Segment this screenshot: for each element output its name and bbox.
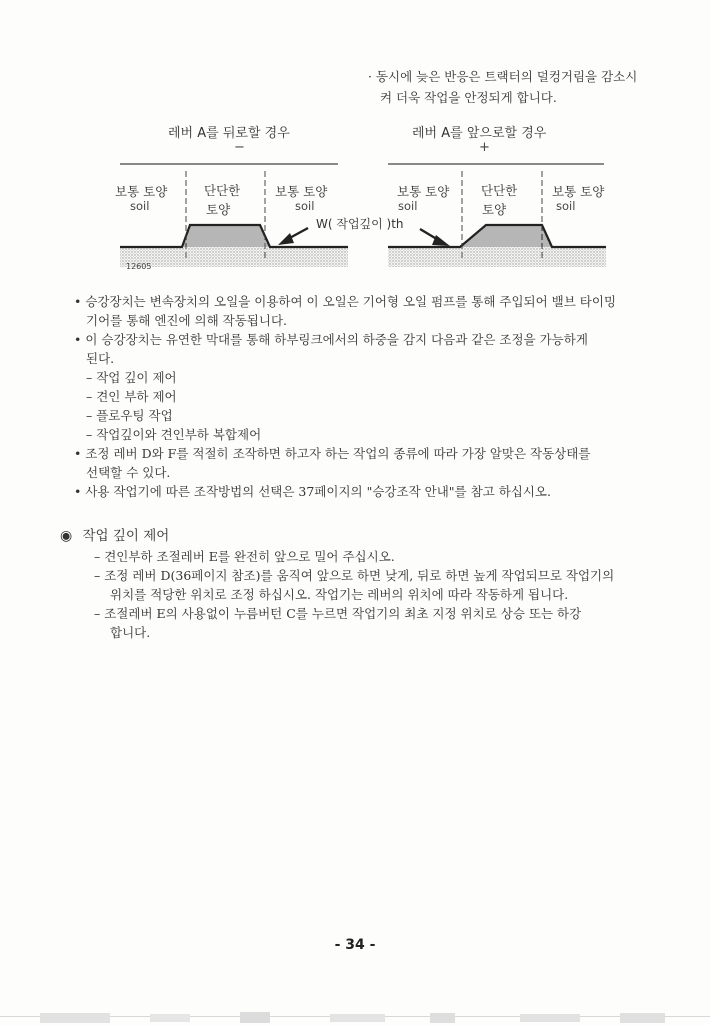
intro-note [368,66,637,108]
right-soil-en-b: soil [556,199,576,213]
left-soil-en-a: soil [130,199,150,213]
bullet-1-line-1: • 승강장치는 변속장치의 오일을 이용하여 이 오일은 기어형 오일 펌프를 통해 주입되어 밸브 타이밍 [74,294,617,309]
right-soil-en-a: soil [398,199,418,213]
section-item-3-line-1: – 조절레버 E의 사용없이 누름버턴 C를 누르면 작업기의 최초 지정 위치로 상승 또는 하강 [94,606,582,621]
intro-line-2: 켜 더욱 작업을 안정되게 합니다. [380,90,557,105]
scan-artifact-strip [0,1010,710,1025]
bullet-2-line-1: • 이 승강장치는 유연한 막대를 통해 하부링크에서의 하중을 감지 다음과 같은 조정을 가능하게 [74,332,588,347]
section-marker-icon: ◉ [60,528,73,544]
left-normal-soil-label-b: 보통 토양 [275,184,328,199]
figure-left-title: 레버 A를 뒤로할 경우 [168,126,290,141]
bullet-1-line-2: 기어를 통해 엔진에 의해 작동됩니다. [86,313,287,328]
right-normal-soil-label-a: 보통 토양 [397,184,450,199]
figure-right-title: 레버 A를 앞으로할 경우 [412,126,547,141]
bullet-2-sub-2: – 견인 부하 제어 [86,389,177,404]
right-firm-label: 단단한 [481,183,518,198]
figure-right-sign: + [479,140,490,155]
right-normal-soil-label-b: 보통 토양 [552,184,605,199]
section-item-2-line-1: – 조정 레버 D(36페이지 참조)를 움직여 앞으로 하면 낮게, 뒤로 하면 높게 작업되므로 작업기의 [94,568,615,583]
right-firm-label-2: 토양 [482,202,507,217]
left-normal-soil-label-a: 보통 토양 [115,184,168,199]
section-body [94,547,684,642]
page-number: - 34 - [334,937,376,953]
left-firm-label-2: 토양 [206,202,231,217]
section-item-3-line-2: 합니다. [110,625,151,640]
bullet-3-line-1: • 조정 레버 D와 F를 적절히 조작하면 하고자 하는 작업의 종류에 따라 가장 알맞은 작동상태를 [74,446,591,461]
intro-line-1: · 동시에 늦은 반응은 트랙터의 덜컹거림을 감소시 [368,69,638,84]
bullet-2-sub-3: – 플로우팅 작업 [86,408,173,423]
section-item-2-line-2: 위치를 적당한 위치로 조정 하십시오. 작업기는 레버의 위치에 따라 작동하게 됩니다. [110,587,569,602]
bullet-list [74,292,674,501]
bullet-4-line-1: • 사용 작업기에 따른 조작방법의 선택은 37페이지의 "승강조작 안내"를 참고 하십시오. [74,484,551,499]
bullet-3-line-2: 선택할 수 있다. [86,465,171,480]
section-item-1: – 견인부하 조절레버 E를 완전히 앞으로 밀어 주십시오. [94,549,395,564]
left-firm-soil [182,225,270,247]
figure-code: 12605 [126,262,152,271]
bullet-2-line-2: 된다. [86,351,115,366]
figure-left-sign: − [234,140,245,155]
left-firm-label: 단단한 [204,183,241,198]
section-heading [60,524,169,544]
bullet-2-sub-4: – 작업깊이와 견인부하 복합제어 [86,427,262,442]
left-arrow-head [278,233,294,245]
bullet-2-sub-1: – 작업 깊이 제어 [86,370,177,385]
working-depth-label: W( 작업깊이 )th [316,217,404,231]
section-title: 작업 깊이 제어 [82,528,170,544]
left-soil-en-b: soil [295,199,315,213]
